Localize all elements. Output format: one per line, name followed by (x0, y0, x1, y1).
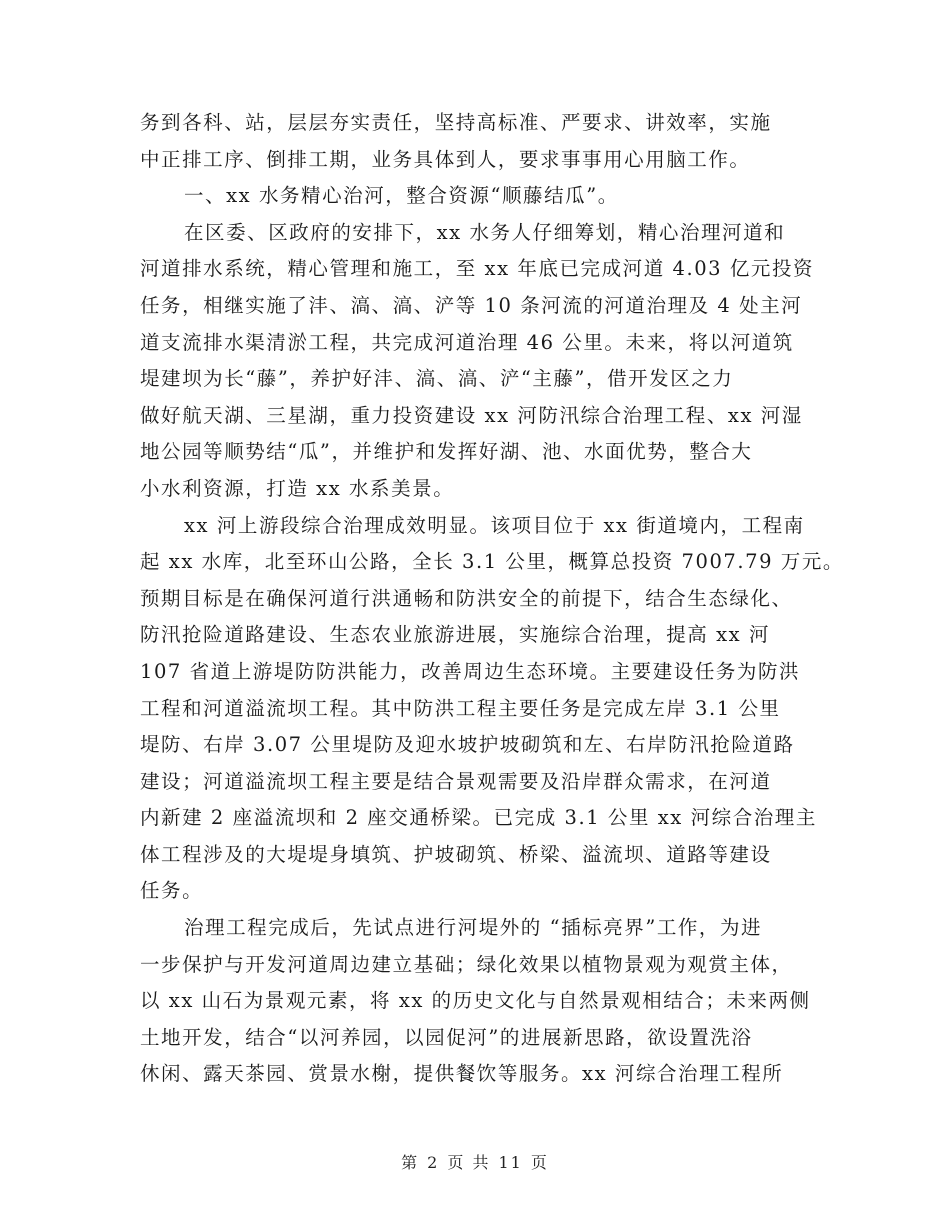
text-line: 体工程涉及的大堤堤身填筑、护坡砌筑、桥梁、溢流坝、道路等建设 (140, 842, 772, 866)
text-line: 起 xx 水库，北至环山公路，全长 3.1 公里，概算总投资 7007.79 万元。 (140, 550, 844, 574)
text-line: 一步保护与开发河道周边建立基础；绿化效果以植物景观为观赏主体， (140, 952, 793, 976)
text-line: 道支流排水渠清淤工程，共完成河道治理 46 公里。未来，将以河道筑 (140, 330, 794, 354)
text-line: 任务，相继实施了沣、滈、滈、浐等 10 条河流的河道治理及 4 处主河 (140, 293, 803, 317)
text-line: 小水利资源，打造 xx 水系美景。 (140, 476, 455, 500)
text-line: 土地开发，结合“以河养园，以园促河”的进展新思路，欲设置洗浴 (140, 1025, 753, 1049)
text-line: 中正排工序、倒排工期，业务具体到人，要求事事用心用脑工作。 (140, 147, 751, 171)
page-footer (0, 1150, 950, 1173)
text-line: 预期目标是在确保河道行洪通畅和防洪安全的前提下，结合生态绿化、 (140, 586, 793, 610)
footer-prefix: 第 (401, 1153, 420, 1172)
footer-page-number: 2 (427, 1153, 440, 1172)
text-line: 地公园等顺势结“瓜”，并维护和发挥好湖、池、水面优势，整合大 (140, 440, 753, 464)
text-line: 休闲、露天茶园、赏景水榭，提供餐饮等服务。xx 河综合治理工程所 (140, 1062, 784, 1086)
text-line: 在区委、区政府的安排下，xx 水务人仔细筹划，精心治理河道和 (184, 220, 786, 244)
footer-total-pages: 11 (498, 1153, 523, 1172)
footer-suffix: 页 (530, 1153, 549, 1172)
text-line: 防汛抢险道路建设、生态农业旅游进展，实施综合治理，提高 xx 河 (140, 623, 770, 647)
text-line: 以 xx 山石为景观元素，将 xx 的历史文化与自然景观相结合；未来两侧 (140, 989, 811, 1013)
document-body (140, 105, 844, 1093)
text-line: 河道排水系统，精心管理和施工，至 xx 年底已完成河道 4.03 亿元投资 (140, 257, 815, 281)
text-line: 一、xx 水务精心治河，整合资源“顺藤结瓜”。 (184, 184, 619, 208)
text-line: 堤防、右岸 3.07 公里堤防及迎水坡护坡砌筑和左、右岸防汛抢险道路 (140, 733, 795, 757)
text-line: 内新建 2 座溢流坝和 2 座交通桥梁。已完成 3.1 公里 xx 河综合治理主 (140, 806, 817, 830)
text-line: 做好航天湖、三星湖，重力投资建设 xx 河防汛综合治理工程、xx 河湿 (140, 403, 803, 427)
footer-middle: 页 共 (447, 1153, 491, 1172)
text-line: 任务。 (140, 879, 204, 903)
text-line: 工程和河道溢流坝工程。其中防洪工程主要任务是完成左岸 3.1 公里 (140, 696, 781, 720)
text-line: 务到各科、站，层层夯实责任，坚持高标准、严要求、讲效率，实施 (140, 111, 772, 134)
text-line: xx 河上游段综合治理成效明显。该项目位于 xx 街道境内，工程南 (184, 513, 805, 537)
text-line: 107 省道上游堤防防洪能力，改善周边生态环境。主要建设任务为防洪 (140, 659, 801, 683)
text-line: 堤建坝为长“藤”，养护好沣、滈、滈、浐“主藤”，借开发区之力 (140, 367, 734, 391)
text-line: 治理工程完成后，先试点进行河堤外的 “插标亮界”工作，为进 (184, 916, 763, 940)
text-line: 建设；河道溢流坝工程主要是结合景观需要及沿岸群众需求，在河道 (140, 769, 772, 793)
